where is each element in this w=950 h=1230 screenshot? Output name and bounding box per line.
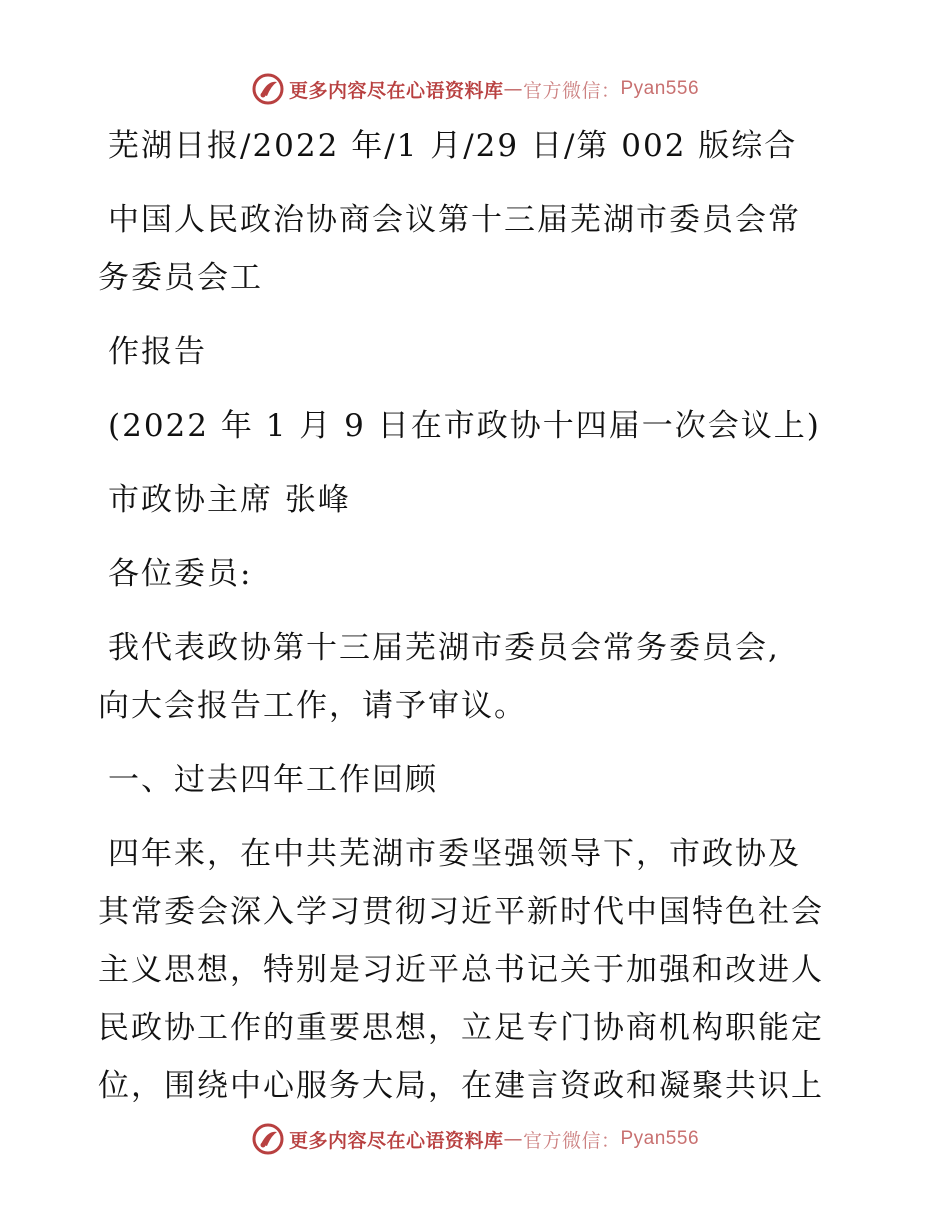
doc-paragraph-1-line-1: 我代表政协第十三届芜湖市委员会常务委员会, bbox=[108, 630, 780, 666]
watermark-dash: — bbox=[503, 78, 523, 100]
doc-paragraph-2-line-3: 主义思想，特别是习近平总书记关于加强和改进人 bbox=[98, 952, 824, 988]
doc-author-line: 市政协主席 张峰 bbox=[108, 482, 351, 518]
header-watermark bbox=[0, 72, 950, 106]
brush-logo-icon bbox=[251, 1122, 285, 1156]
brush-logo-icon bbox=[251, 72, 285, 106]
doc-section-heading: 一、过去四年工作回顾 bbox=[108, 762, 438, 798]
watermark-text: 更多内容尽在心语资料库 bbox=[288, 1129, 504, 1152]
doc-paragraph-2-line-5: 位，围绕中心服务大局，在建言资政和凝聚共识上 bbox=[98, 1068, 824, 1104]
watermark-label: 官方微信： bbox=[522, 79, 621, 102]
watermark-label: 官方微信： bbox=[522, 1129, 621, 1152]
doc-paragraph-1-line-2: 向大会报告工作，请予审议。 bbox=[98, 688, 527, 724]
doc-paragraph-2-line-1: 四年来，在中共芜湖市委坚强领导下，市政协及 bbox=[108, 836, 801, 872]
doc-title-line-2: 务委员会工 bbox=[98, 260, 263, 296]
doc-paragraph-2-line-2: 其常委会深入学习贯彻习近平新时代中国特色社会 bbox=[98, 894, 824, 930]
watermark-id: Pyan556 bbox=[620, 78, 700, 99]
doc-paragraph-2-line-4: 民政协工作的重要思想，立足专门协商机构职能定 bbox=[98, 1010, 824, 1046]
watermark-id: Pyan556 bbox=[620, 1128, 700, 1149]
doc-date-line: (2022 年 1 月 9 日在市政协十四届一次会议上) bbox=[108, 408, 821, 444]
watermark-text: 更多内容尽在心语资料库 bbox=[288, 79, 504, 102]
doc-salutation: 各位委员: bbox=[108, 556, 253, 592]
doc-title-line-3: 作报告 bbox=[108, 334, 207, 370]
doc-source-line: 芜湖日报/2022 年/1 月/29 日/第 002 版综合 bbox=[108, 128, 798, 164]
doc-title-line-1: 中国人民政治协商会议第十三届芜湖市委员会常 bbox=[108, 202, 801, 238]
watermark-dash: — bbox=[503, 1128, 523, 1150]
footer-watermark bbox=[0, 1122, 950, 1156]
